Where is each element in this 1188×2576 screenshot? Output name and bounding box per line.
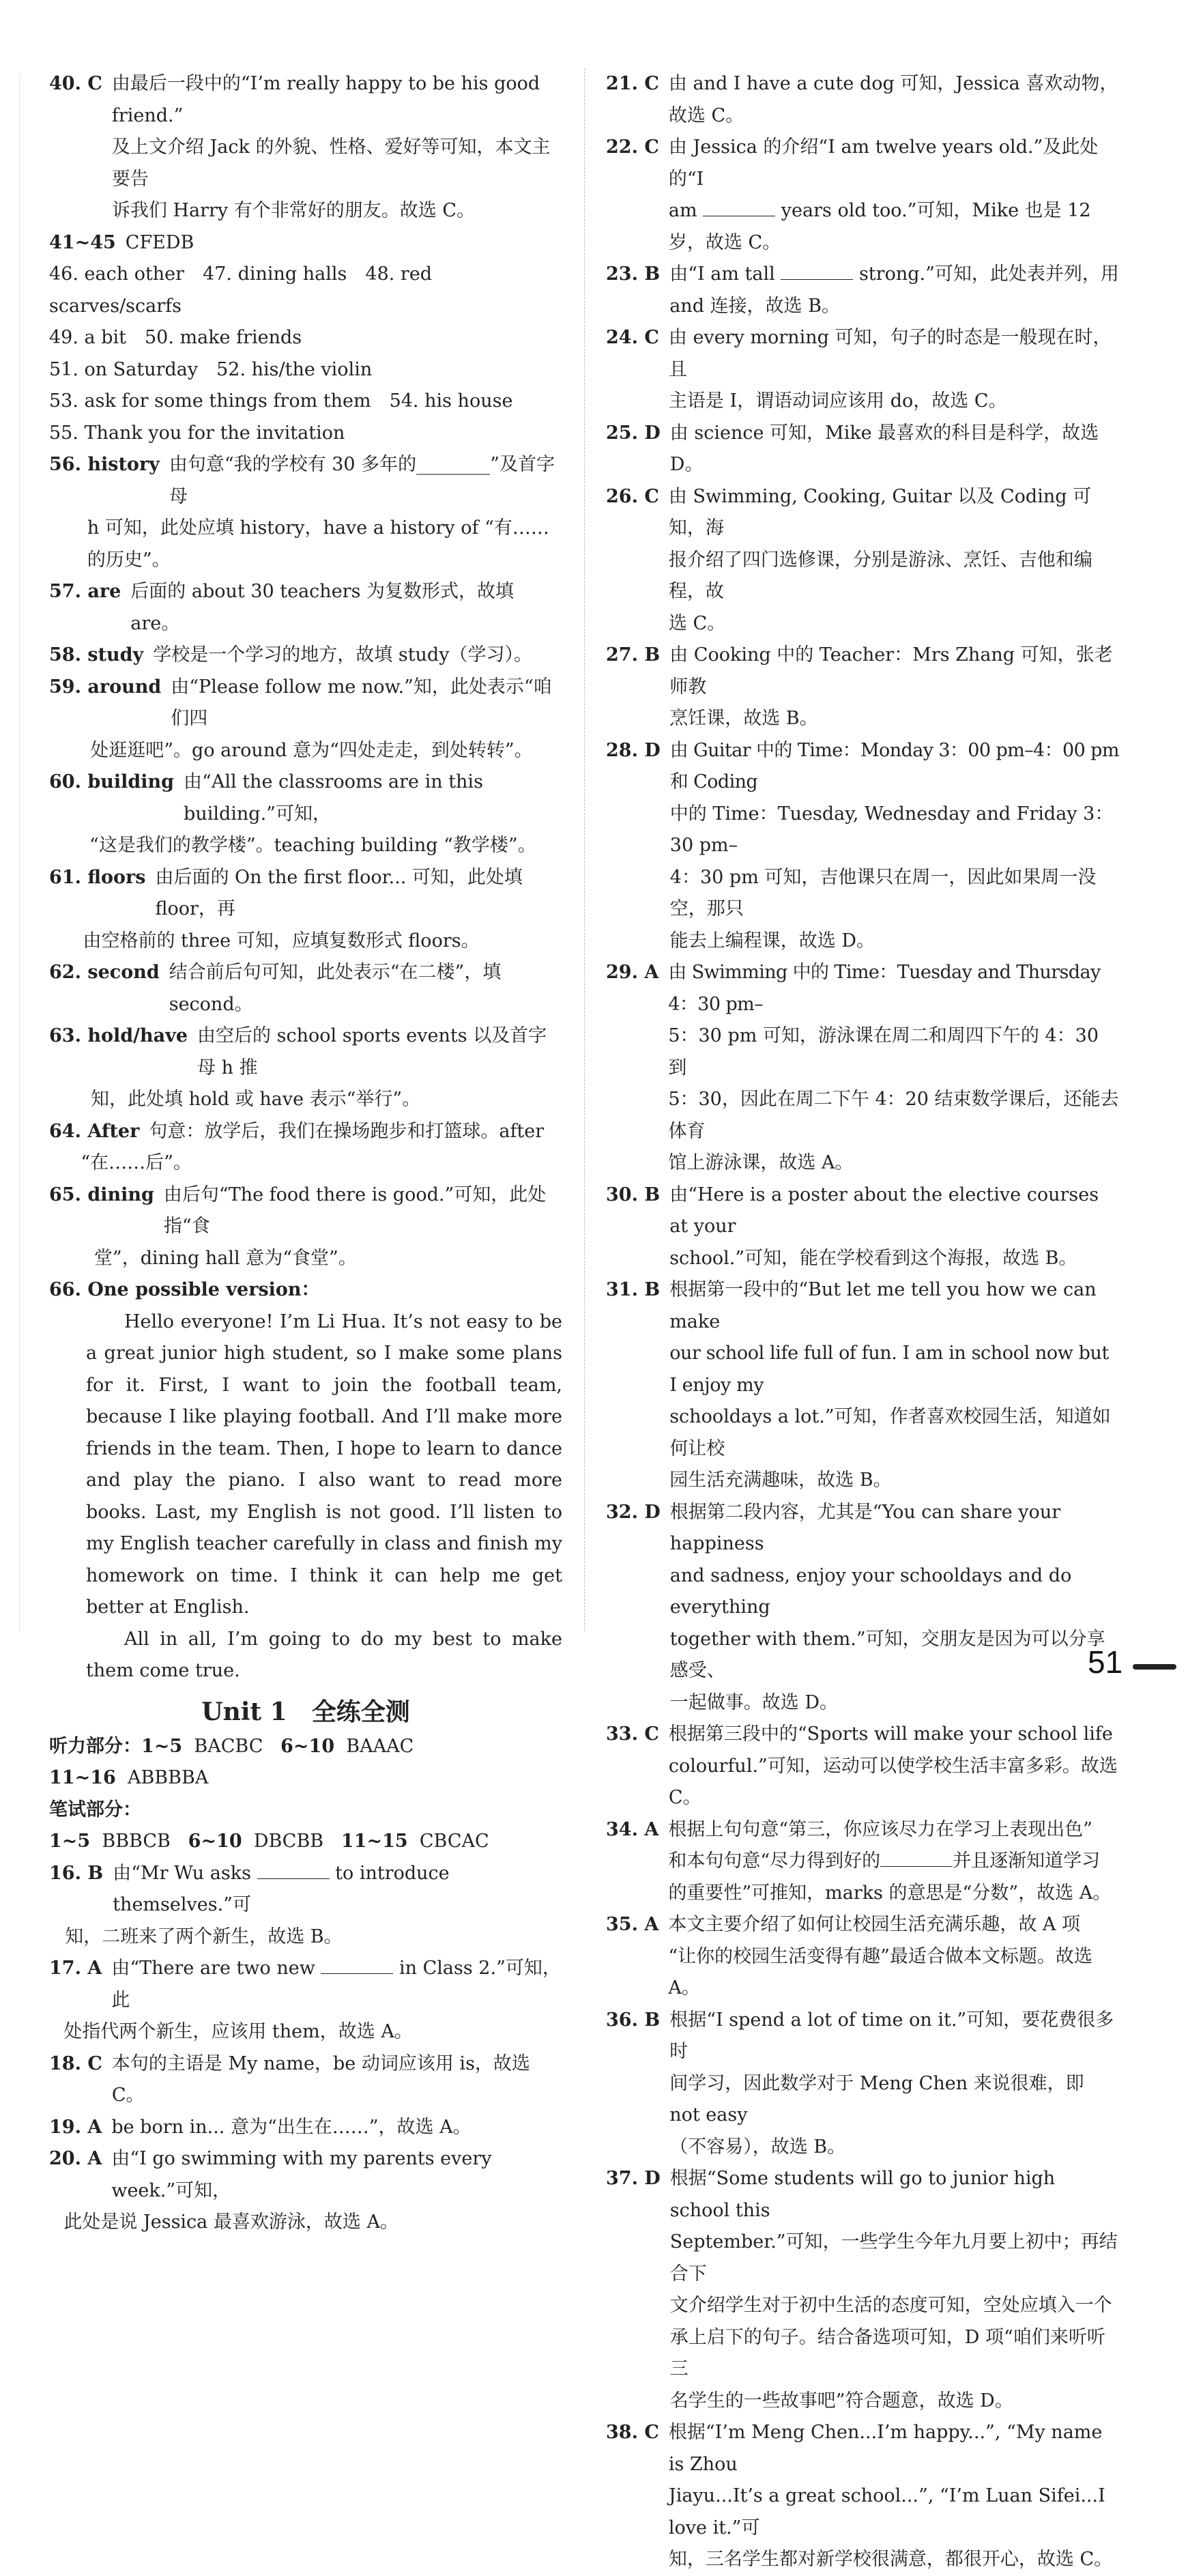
explanation-line: 诉我们 Harry 有个非常好的朋友。故选 C。 <box>111 200 475 221</box>
explanation-line: 报介绍了四门选修课，分别是游泳、烹饪、吉他和编程，故 <box>668 549 1092 602</box>
answer-33 <box>606 1719 1119 1814</box>
answer-60 <box>49 767 562 862</box>
answer-58 <box>49 640 562 672</box>
answer-64 <box>49 1116 562 1179</box>
explanation-line: our school life full of fun. I am in school now but I enjoy my <box>669 1343 1109 1396</box>
explanation-line: 根据“I spend a lot of time on it.”可知，要花费很多时 <box>669 2009 1114 2062</box>
answer-19 <box>49 2112 562 2144</box>
answer-17: 17. A 由“There are two new in Class 2.”可知，此 处指代两个新生，应该用 them，故选 A。 <box>49 1953 562 2048</box>
answer-number: 37. D <box>606 2168 661 2189</box>
explanation-line: 此处是说 Jessica 最喜欢游泳，故选 A。 <box>63 2212 399 2233</box>
answer-number: 30. B <box>606 1184 661 1205</box>
answer-16: 16. B 由“Mr Wu asks to introduce themselves.”可 知，二班来了两个新生，故选 B。 <box>49 1858 562 1954</box>
listening-answers-cont: 11~16 ABBBBA <box>49 1767 209 1788</box>
answer-27 <box>606 640 1119 735</box>
blank-line <box>703 201 775 216</box>
column-divider <box>584 68 585 1631</box>
explanation-line: and sadness, enjoy your schooldays and do everything <box>669 1564 1072 1618</box>
explanation-line: 中的 Time：Tuesday, Wednesday and Friday 3：30 pm– <box>669 803 1114 856</box>
explanation-line: 由后面的 On the first floor... 可知，此处填 floor，再 <box>155 866 523 919</box>
explanation-line: 由“All the classrooms are in this building.”可知， <box>184 771 483 825</box>
explanation-line: 根据“Some students will go to junior high school this <box>669 2168 1056 2221</box>
explanation-line: 由空后的 school sports events 以及首字母 h 推 <box>197 1025 547 1078</box>
answer-number: 58. study <box>49 644 144 666</box>
explanation-line: 处指代两个新生，应该用 them，故选 A。 <box>63 2021 413 2042</box>
explanation-line: 5：30 pm 可知，游泳课在周二和周四下午的 4：30 到 <box>668 1025 1099 1078</box>
answer-38 <box>606 2417 1119 2576</box>
answer-49-50: 49. a bit 50. make friends <box>49 327 302 348</box>
explanation-line: 的重要性”可推知，marks 的意思是“分数”，故选 A。 <box>668 1882 1112 1904</box>
answer-18 <box>49 2048 562 2112</box>
answer-31 <box>606 1274 1119 1497</box>
essay-paragraph: All in all, I’m going to do my best to make them come true. <box>86 1628 562 1681</box>
explanation-line: and 连接，故选 B。 <box>669 295 840 317</box>
explanation-line: 句意：放学后，我们在操场跑步和打篮球。after <box>149 1120 545 1142</box>
answer-number: 41~45 <box>49 231 116 253</box>
explanation-line: 知，此处填 hold 或 have 表示“举行”。 <box>91 1089 421 1110</box>
essay-paragraph: Hello everyone! I’m Li Hua. It’s not easy to be a great junior high student, so I make some plans for it. First, I want to join the football team, because I like playing football. And I’ll make more friends in the team. Then, I hope to learn to dance and play the piano. I also want to read more books. Last, my English is not good. I’ll listen to my English teacher carefully in class and finish my homework on time. I think it can help me get better at English. <box>86 1311 562 1618</box>
explanation-line: 园生活充满趣味，故选 B。 <box>669 1470 892 1491</box>
explanation-line: （不容易），故选 B。 <box>669 2136 846 2158</box>
answer-30 <box>606 1179 1119 1275</box>
answer-25 <box>606 418 1119 481</box>
explanation-line: 间学习，因此数学对于 Meng Chen 来说很难，即 not easy <box>669 2072 1084 2126</box>
answer-number: 28. D <box>606 739 661 761</box>
explanation-line: schooldays a lot.”可知，作者喜欢校园生活，知道如何让校 <box>669 1406 1111 1459</box>
answer-number: 35. A <box>606 1914 659 1935</box>
page-number: 51 <box>1088 1644 1123 1680</box>
answer-number: 31. B <box>606 1279 661 1300</box>
blank-line <box>321 1958 393 1974</box>
written-answers: 笔试部分：1~5 BBBCB 6~10 DBCBB 11~15 CBCAC <box>49 1799 489 1852</box>
answer-number: 38. C <box>606 2422 659 2443</box>
explanation-line: 承上启下的句子。结合备选项可知，D 项“咱们来听听三 <box>669 2326 1105 2379</box>
explanation-line: 本文主要介绍了如何让校园生活充满乐趣，故 A 项 <box>668 1914 1080 1935</box>
explanation-line: “在……后”。 <box>81 1152 192 1173</box>
explanation-line: 根据上句句意“第三，你应该尽力在学习上表现出色” <box>668 1818 1092 1840</box>
explanation-line: 根据第一段中的“But let me tell you how we can make <box>669 1279 1097 1332</box>
explanation-line: 名学生的一些故事吧”符合题意，故选 D。 <box>669 2390 1013 2412</box>
explanation-line: 由后句“The food there is good.”可知，此处指“食 <box>163 1184 547 1237</box>
explanation-line: 知，二班来了两个新生，故选 B。 <box>65 1926 343 1947</box>
answer-number: 19. A <box>49 2116 102 2138</box>
answer-number: 27. B <box>606 644 661 666</box>
answer-46-48: 46. each other 47. dining halls 48. red scarves/scarfs <box>49 263 433 317</box>
answer-number: 36. B <box>606 2009 661 2031</box>
binding-edge-line <box>19 75 20 1631</box>
explanation-line: 学校是一个学习的地方，故填 study（学习）。 <box>153 644 532 666</box>
explanation-line: 由最后一段中的“I’m really happy to be his good friend.” <box>111 73 540 126</box>
answer-number: 61. floors <box>49 866 146 888</box>
explanation-line: 烹饪课，故选 B。 <box>669 708 818 729</box>
answer-32 <box>606 1497 1119 1719</box>
answer-26 <box>606 481 1119 640</box>
answer-number: 17. A <box>49 1958 102 1979</box>
explanation-line: 由 Guitar 中的 Time：Monday 3：00 pm–4：00 pm 和 Coding <box>669 739 1119 792</box>
answer-22: 22. C 由 Jessica 的介绍“I am twelve years old.”及此处的“I am years old too.”可知，Mike 也是 12 岁，故选 C。 <box>606 132 1119 259</box>
answer-number: 33. C <box>606 1723 659 1745</box>
answer-number: 26. C <box>606 485 659 507</box>
answer-letters: CFEDB <box>125 231 194 253</box>
answer-53-54: 53. ask for some things from them 54. his house <box>49 390 513 412</box>
explanation-line: 由 Swimming 中的 Time：Tuesday and Thursday 4：30 pm– <box>668 962 1101 1015</box>
answer-number: 21. C <box>606 73 659 94</box>
answer-35 <box>606 1909 1119 2005</box>
page-number-bar <box>1133 1664 1176 1670</box>
answer-20 <box>49 2143 562 2239</box>
explanation-line: 由 Cooking 中的 Teacher：Mrs Zhang 可知，张老师教 <box>669 644 1113 698</box>
answer-51-52: 51. on Saturday 52. his/the violin <box>49 358 373 380</box>
answer-57 <box>49 576 562 640</box>
blank-line <box>880 1851 953 1867</box>
answer-number: 16. B <box>49 1862 104 1884</box>
explanation-line: 由 Jessica 的介绍“I am twelve years old.”及此处的“I <box>668 137 1099 190</box>
answer-number: 24. C <box>606 327 659 348</box>
explanation-line: “让你的校园生活变得有趣”最适合做本文标题。故选 A。 <box>668 1945 1092 1999</box>
explanation-line: 结合前后句可知，此处表示“在二楼”，填 second。 <box>169 962 502 1015</box>
answer-number: 57. are <box>49 581 121 602</box>
answer-number: 23. B <box>606 263 661 285</box>
explanation-line: 馆上游泳课，故选 A。 <box>668 1152 854 1173</box>
explanation-line: September.”可知，一些学生今年九月要上初中；再结合下 <box>669 2231 1118 2285</box>
section-label: 笔试部分： <box>49 1799 141 1820</box>
explanation-line: be born in... 意为“出生在……”，故选 A。 <box>111 2116 472 2138</box>
explanation-line: 由句意“我的学校有 30 多年的________”及首字母 <box>169 454 555 507</box>
explanation-line: 4：30 pm 可知，吉他课只在周一，因此如果周一没空，那只 <box>669 866 1097 919</box>
answer-61 <box>49 862 562 958</box>
answer-56 <box>49 449 562 576</box>
answer-29 <box>606 957 1119 1179</box>
explanation-line: 文介绍学生对于初中生活的态度可知，空处应填入一个 <box>669 2295 1112 2316</box>
explanation-line: 处逛逛吧”。go around 意为“四处走走，到处转转”。 <box>90 739 533 761</box>
explanation-line: 根据“I’m Meng Chen...I’m happy...”, “My name is Zhou <box>668 2422 1103 2475</box>
unit-heading: Unit 1 全练全测 <box>201 1697 410 1726</box>
explanation-line: colourful.”可知，运动可以使学校生活丰富多彩。故选 C。 <box>668 1755 1118 1808</box>
answer-28 <box>606 735 1119 958</box>
explanation-line: 由“Here is a poster about the elective courses at your <box>669 1184 1099 1237</box>
explanation-line: 由 science 可知，Mike 最喜欢的科目是科学，故选 D。 <box>669 422 1099 475</box>
answer-number: 56. history <box>49 454 160 475</box>
right-column <box>606 68 1119 2576</box>
explanation-line: h 可知，此处应填 history，have a history of “有……的历史”。 <box>87 517 549 571</box>
explanation-line: 主语是 I，谓语动词应该用 do，故选 C。 <box>668 390 1007 412</box>
answer-36 <box>606 2005 1119 2164</box>
answer-55: 55. Thank you for the invitation <box>49 422 345 444</box>
sample-essay <box>49 1306 562 1687</box>
explanation-line: 选 C。 <box>668 612 726 634</box>
answer-number: 29. A <box>606 962 659 983</box>
answer-number: 65. dining <box>49 1184 154 1205</box>
explanation-line: 根据第三段中的“Sports will make your school life <box>668 1723 1113 1745</box>
answer-number: 59. around <box>49 676 162 698</box>
answer-40 <box>49 68 562 227</box>
answer-number: 20. A <box>49 2148 102 2169</box>
answer-number: 22. C <box>606 137 659 158</box>
explanation-line: 及上文介绍 Jack 的外貌、性格、爱好等可知，本文主要告 <box>111 137 551 190</box>
left-column <box>49 68 562 2239</box>
answer-59 <box>49 672 562 767</box>
answer-24 <box>606 322 1119 418</box>
answer-23: 23. B 由“I am tall strong.”可知，此处表并列，用 and 连接，故选 B。 <box>606 259 1119 322</box>
explanation-line: school.”可知，能在学校看到这个海报，故选 B。 <box>669 1247 1077 1269</box>
explanation-line: 由 and I have a cute dog 可知，Jessica 喜欢动物，故选 C。 <box>668 73 1118 126</box>
answer-number: 62. second <box>49 962 160 983</box>
explanation-line: 根据第二段内容，尤其是“You can share your happiness <box>669 1501 1061 1554</box>
listening-answers: 听力部分：1~5 BACBC 6~10 BAAAC <box>49 1735 414 1757</box>
explanation-line: Jiayu...It’s a great school...”, “I’m Luan Sifei...I love it.”可 <box>668 2485 1105 2538</box>
answer-63 <box>49 1020 562 1116</box>
answer-number: 32. D <box>606 1501 661 1523</box>
answer-34: 34. A 根据上句句意“第三，你应该尽力在学习上表现出色” 和本句句意“尽力得到好的 并且逐渐知道学习 的重要性”可推知，marks 的意思是“分数”，故选 A。 <box>606 1814 1119 1910</box>
answer-62 <box>49 957 562 1020</box>
explanation-line: 后面的 about 30 teachers 为复数形式，故填 are。 <box>130 581 515 634</box>
answer-number: 63. hold/have <box>49 1025 188 1046</box>
explanation-line: “这是我们的教学楼”。teaching building “教学楼”。 <box>89 835 536 856</box>
answer-number: 34. A <box>606 1818 659 1840</box>
explanation-line: 本句的主语是 My name，be 动词应该用 is，故选 C。 <box>111 2052 530 2106</box>
section-label: 听力部分： <box>49 1735 141 1757</box>
explanation-line: 5：30，因此在周二下午 4：20 结束数学课后，还能去体育 <box>668 1089 1119 1142</box>
explanation-line: 堂”，dining hall 意为“食堂”。 <box>93 1247 357 1269</box>
explanation-line: together with them.”可知，交朋友是因为可以分享感受、 <box>669 1628 1105 1681</box>
explanation-line: 知，三名学生都对新学校很满意，都很开心，故选 C。 <box>668 2549 1113 2570</box>
answer-37 <box>606 2163 1119 2417</box>
explanation-line: 由空格前的 three 可知，应填复数形式 floors。 <box>83 930 480 951</box>
answer-number: 25. D <box>606 422 661 444</box>
answer-65 <box>49 1179 562 1275</box>
explanation-line: 一起做事。故选 D。 <box>669 1691 839 1713</box>
explanation-line: 由“Please follow me now.”知，此处表示“咱们四 <box>171 676 552 729</box>
answer-number: 64. After <box>49 1120 140 1142</box>
blank-line <box>257 1863 330 1879</box>
answer-number: 40. C <box>49 73 102 94</box>
answer-41-45 <box>49 227 562 259</box>
explanation-line: 由 every morning 可知，句子的时态是一般现在时，且 <box>668 327 1112 380</box>
answer-21 <box>606 68 1119 132</box>
answer-number: 18. C <box>49 2052 102 2074</box>
explanation-line: 由 Swimming, Cooking, Guitar 以及 Coding 可知，海 <box>668 485 1092 539</box>
explanation-line: 能去上编程课，故选 D。 <box>669 930 875 951</box>
blank-line <box>781 264 853 280</box>
answer-number: 60. building <box>49 771 175 792</box>
explanation-line: 由“I go swimming with my parents every week.”可知， <box>111 2148 492 2201</box>
answer-66-heading: 66. One possible version： <box>49 1279 320 1300</box>
